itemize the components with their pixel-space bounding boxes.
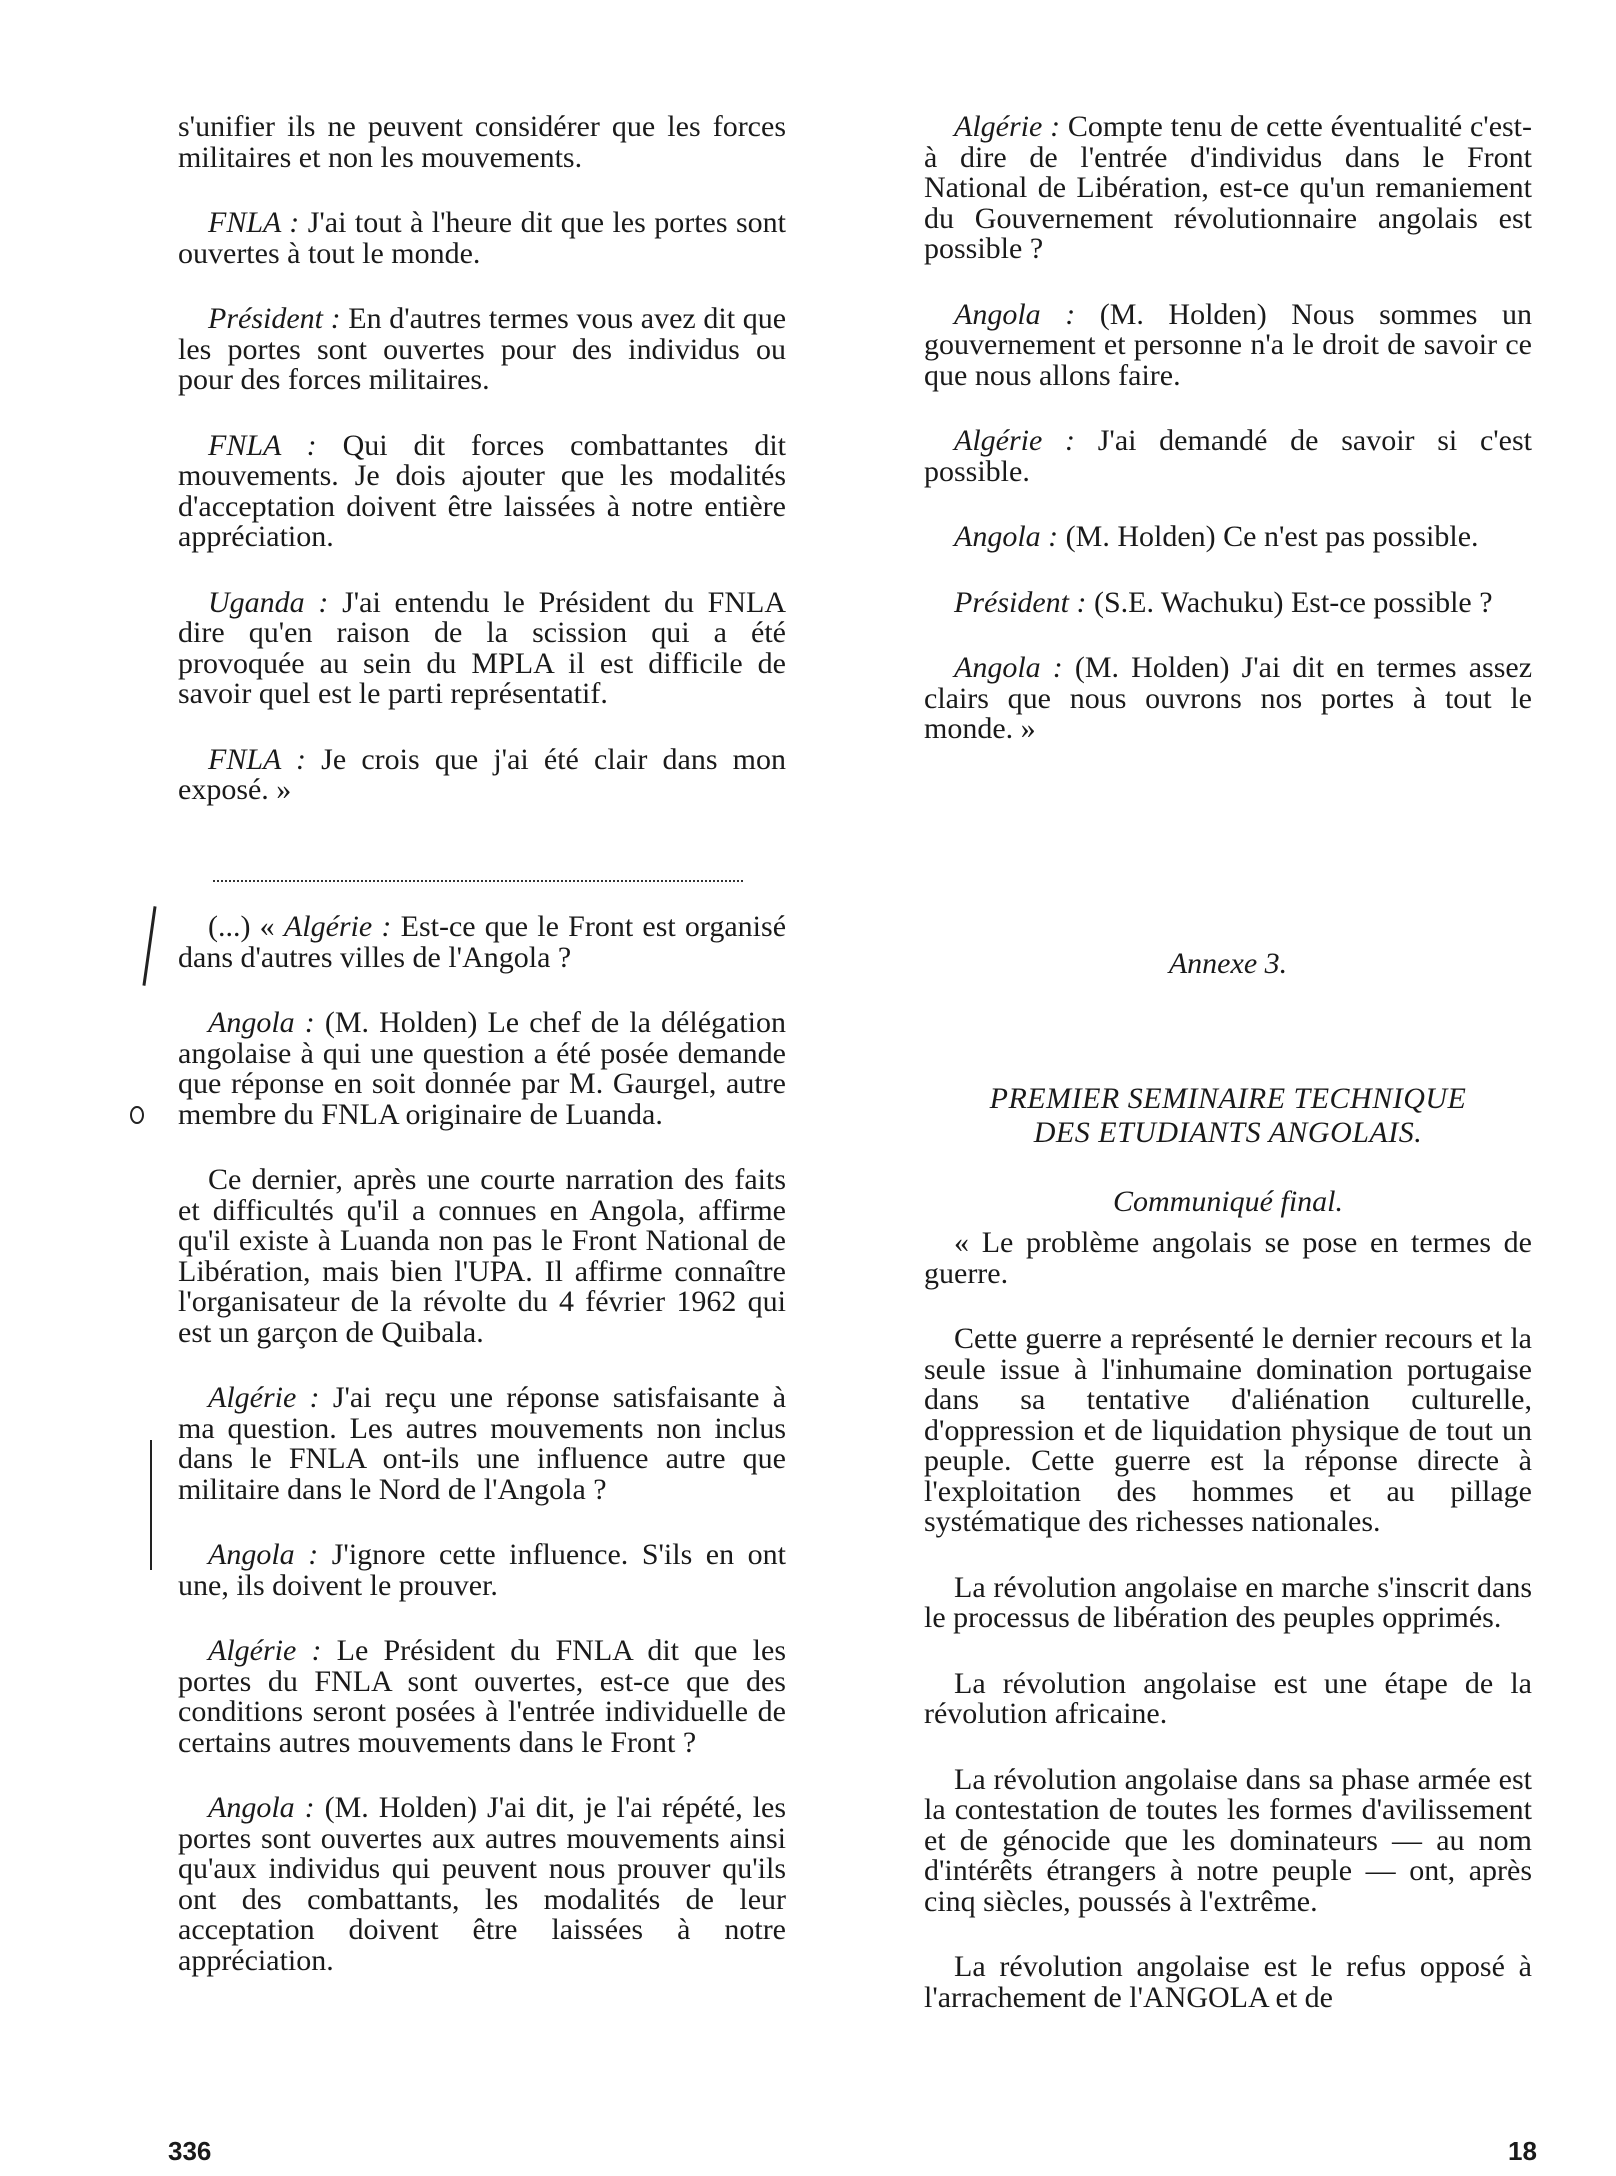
speaker-label: Algérie : [954, 110, 1061, 143]
paragraph: s'unifier ils ne peuvent considérer que les forces militaires et non les mouvements. [178, 110, 786, 174]
speaker-label: FNLA : [208, 206, 300, 239]
speaker-label: FNLA : [208, 742, 306, 776]
speaker-label: Angola : [208, 1538, 319, 1571]
paragraph: (...) « Algérie : Est-ce que le Front est organisé dans d'autres villes de l'Angola ? [178, 910, 787, 974]
speaker-label: Angola : [954, 520, 1059, 553]
speaker-label: FNLA : [208, 428, 317, 462]
paragraph: FNLA : Je crois que j'ai été clair dans mon exposé. » [178, 742, 787, 806]
paragraph: FNLA : Qui dit forces combattantes dit mouvements. Je dois ajouter que les modalités d'acceptation doivent être laissées à notre entière appréciation. [178, 428, 787, 553]
speaker-label: Président : [208, 302, 341, 335]
paragraph: Président : (S.E. Wachuku) Est-ce possible ? [954, 585, 1493, 619]
speaker-label: Président : [954, 585, 1087, 619]
paragraph: Uganda : J'ai entendu le Président du FNLA dire qu'en raison de la scission qui a été provoquée au sein du MPLA il est difficile de savoir quel est le parti représentatif. [178, 585, 787, 710]
paragraph: FNLA : J'ai tout à l'heure dit que les portes sont ouvertes à tout le monde. [178, 206, 787, 270]
paragraph: Angola : (M. Holden) Nous sommes un gouvernement et personne n'a le droit de savoir ce que nous allons faire. [924, 297, 1532, 392]
paragraph: Angola : (M. Holden) J'ai dit, je l'ai répété, les portes sont ouvertes aux autres mouvements ainsi qu'aux individus qui peuvent nous prouver qu'ils ont des combattants, les modalités de leur acceptation doivent être laissées à notre appréciation. [178, 1791, 787, 1977]
paragraph: Angola : (M. Holden) Ce n'est pas possible. [954, 520, 1479, 553]
speaker-label: Algérie : [208, 1381, 320, 1414]
paragraph: Président : En d'autres termes vous avez dit que les portes sont ouvertes pour des individus ou pour des forces militaires. [178, 302, 787, 396]
margin-mark [130, 1106, 144, 1124]
annex-section [924, 948, 1532, 2013]
paragraph: La révolution angolaise est le refus opposé à l'arrachement de l'ANGOLA et de [924, 1950, 1532, 2014]
right-column [924, 112, 1532, 745]
paragraph: La révolution angolaise est une étape de la révolution africaine. [924, 1666, 1532, 1730]
speaker-label: Angola : [208, 1006, 315, 1039]
annex-label: Annexe 3. [1168, 947, 1288, 980]
left-column-lower [178, 912, 786, 1976]
paragraph: Algérie : J'ai demandé de savoir si c'est possible. [924, 424, 1533, 488]
paragraph: « Le problème angolais se pose en termes de guerre. [924, 1226, 1532, 1290]
margin-mark [150, 1440, 152, 1570]
dotted-separator [213, 880, 743, 882]
speaker-label: Uganda : [208, 585, 329, 619]
paragraph: Angola : (M. Holden) J'ai dit en termes assez clairs que nous ouvrons nos portes à tout le monde. » [924, 651, 1533, 745]
paragraph: Algérie : Le Président du FNLA dit que les portes du FNLA sont ouvertes, est-ce que des conditions seront posées à l'entrée individuelle de certains autres mouvements dans le Front ? [178, 1634, 786, 1759]
paragraph: Cette guerre a représenté le dernier recours et la seule issue à l'inhumaine domination portugaise dans sa tentative d'aliénation culturelle, d'oppression et de liquidation physique de tout un peuple. Cette guerre est la réponse directe à l'exploitation des hommes et au pillage systématique des richesses nationales. [924, 1322, 1532, 1538]
paragraph: Angola : (M. Holden) Le chef de la délégation angolaise à qui une question a été posée demande que réponse en soit donnée par M. Gaurgel, autre membre du FNLA originaire de Luanda. [178, 1006, 787, 1131]
paragraph: Angola : J'ignore cette influence. S'ils en ont une, ils doivent le prouver. [178, 1538, 787, 1602]
paragraph: Algérie : Compte tenu de cette éventualité c'est-à dire de l'entrée d'individus dans le Front National de Libération, est-ce qu'un remaniement du Gouvernement révolutionnaire angolais est possible ? [924, 110, 1533, 265]
speaker-label: Algérie : [208, 1634, 322, 1667]
paragraph: La révolution angolaise dans sa phase armée est la contestation de toutes les formes d'avilissement et de génocide que les dominateurs — au nom d'intérêts étrangers à notre peuple — ont, après cinq siècles, poussés à l'extrême. [924, 1762, 1532, 1918]
margin-mark [142, 906, 156, 986]
speaker-label: Angola : [208, 1791, 315, 1824]
speaker-label: Angola : [954, 651, 1063, 684]
paragraph: Algérie : J'ai reçu une réponse satisfaisante à ma question. Les autres mouvements non inclus dans le FNLA ont-ils une influence autre que militaire dans le Nord de l'Angola ? [178, 1381, 787, 1506]
paragraph: La révolution angolaise en marche s'inscrit dans le processus de libération des peuples opprimés. [924, 1570, 1532, 1634]
page-number-left: 336 [168, 2136, 212, 2166]
annex-heading: DES ETUDIANTS ANGOLAIS. [1033, 1116, 1423, 1149]
paragraph: Ce dernier, après une courte narration des faits et difficultés qu'il a connues en Angola, affirme qu'il existe à Luanda non pas le Front National de Libération, mais bien l'UPA. Il affirme connaître l'organisateur de la révolte du 4 février 1962 qui est un garçon de Quibala. [178, 1163, 786, 1349]
annex-heading: PREMIER SEMINAIRE TECHNIQUE [989, 1082, 1467, 1115]
page-number-right: 18 [1508, 2136, 1537, 2166]
speaker-label: Algérie : [283, 910, 392, 943]
annex-subheading: Communiqué final. [1113, 1185, 1343, 1218]
left-column [178, 112, 786, 806]
speaker-label: Angola : [954, 297, 1076, 331]
speaker-label: Algérie : [954, 424, 1076, 457]
